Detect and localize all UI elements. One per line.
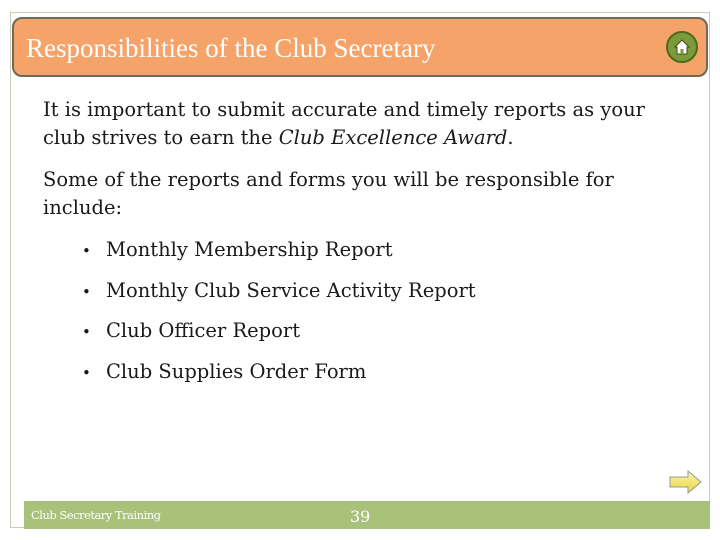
slide-title: Responsibilities of the Club Secretary [26,33,436,63]
next-slide-button[interactable] [668,468,704,496]
home-button[interactable] [666,31,698,63]
footer-label: Club Secretary Training [31,508,161,522]
slide-body [43,96,683,236]
intro-text: It is important to submit accurate and timely reports as your club strives to earn the [43,98,645,149]
home-icon [673,38,691,56]
page-number: 39 [350,507,371,526]
title-bar [12,17,708,77]
list-item [82,279,476,320]
list-item-label: Monthly Membership Report [106,238,393,261]
list-item-label: Club Supplies Order Form [106,359,367,383]
bullet-icon: • [82,282,91,301]
next-arrow-icon [668,481,704,500]
list-item-label: Monthly Club Service Activity Report [106,278,476,302]
list-item-label: Club Officer Report [106,319,301,342]
bullet-icon: • [82,242,91,260]
list-item [82,319,476,360]
reports-list [82,238,476,400]
award-name: Club Excellence Award [278,126,508,149]
intro-suffix: . [507,126,514,149]
list-item [82,360,476,401]
bullet-icon: • [82,363,91,382]
bullet-icon: • [82,323,91,341]
list-item [82,238,476,279]
intro-paragraph [43,96,683,152]
reports-paragraph: Some of the reports and forms you will be responsible for include: [43,168,614,219]
